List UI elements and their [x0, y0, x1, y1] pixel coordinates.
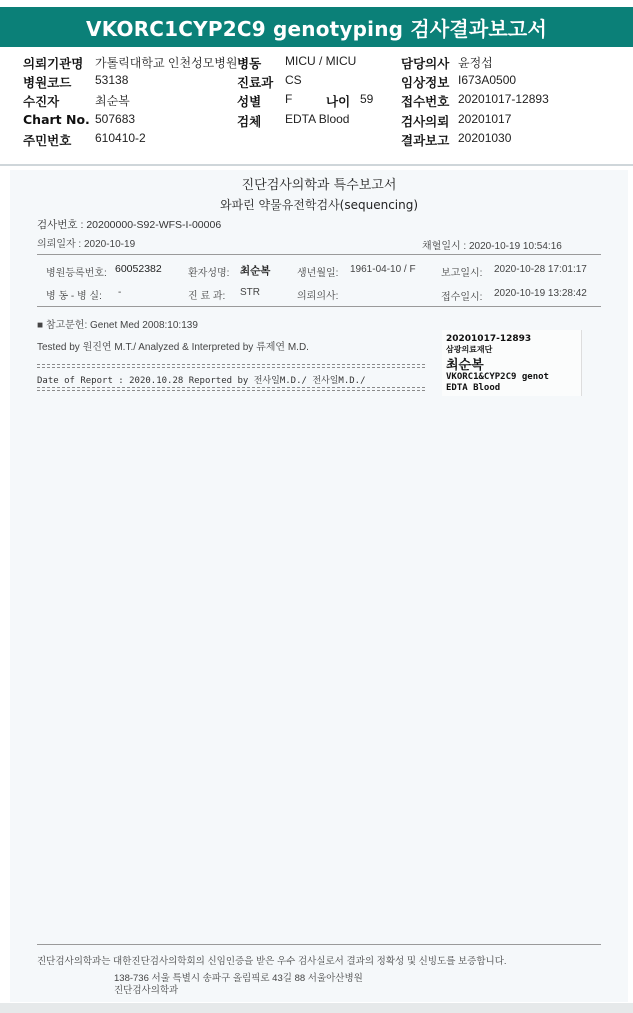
- resident-no-value: 610410-2: [95, 131, 146, 145]
- info-row-1: [0, 54, 633, 73]
- table-bottom-line: [37, 306, 601, 307]
- reference: ■ 참고문헌: Genet Med 2008:10:139: [37, 320, 198, 331]
- info-row-5: [0, 131, 633, 150]
- footer-dept: 진단검사의학과: [114, 985, 179, 996]
- result-label: 결과보고: [401, 133, 450, 148]
- table-top-line: [37, 254, 601, 255]
- receipt-no-label: 접수번호: [401, 94, 450, 109]
- tested-by: Tested by 원진연 M.T./ Analyzed & Interpreted by 류제연 M.D.: [37, 342, 309, 353]
- clinical-info-label: 임상정보: [401, 75, 450, 90]
- dashed-line-4: [37, 390, 425, 391]
- hospital-label: 의뢰기관명: [23, 56, 84, 71]
- receipt-date-value: 2020-10-19 13:28:42: [494, 288, 587, 299]
- dept-label: 진료과: [237, 75, 274, 90]
- doctor-value: 윤정섭: [458, 56, 493, 70]
- sticker-receipt-no: 20201017-12893: [446, 334, 532, 344]
- sticker-specimen: EDTA Blood: [446, 383, 501, 393]
- doc-dept-label: 진 료 과:: [188, 291, 226, 302]
- report-date-label: 보고일시:: [441, 268, 483, 279]
- reg-no-label: 병원등록번호:: [46, 268, 107, 279]
- header-divider: [0, 164, 633, 166]
- test-number: 검사번호 : 20200000-S92-WFS-I-00006: [37, 219, 222, 231]
- report-title: VKORC1CYP2C9 genotyping 검사결과보고서: [0, 7, 633, 47]
- footer-line: [37, 944, 601, 945]
- hospital-code-value: 53138: [95, 73, 129, 87]
- age-value: 59: [360, 92, 374, 106]
- hospital-value: 가톨릭대학교 인천성모병원: [95, 56, 238, 70]
- ward-label: 병동: [237, 56, 262, 71]
- date-of-report: Date of Report : 2020.10.28 Reported by 전사일M.D./ 전사일M.D./: [37, 376, 366, 386]
- birth-value: 1961-04-10 / F: [350, 264, 416, 275]
- info-row-3: [0, 92, 633, 111]
- result-value: 20201030: [458, 131, 512, 145]
- info-row-4: [0, 112, 633, 131]
- doc-dept-value: STR: [240, 287, 260, 298]
- bottom-strip: [0, 1003, 633, 1013]
- specimen-label: 검체: [237, 114, 262, 129]
- sticker-test: VKORC1&CYP2C9 genot: [446, 372, 549, 382]
- request-date: 의뢰일자 : 2020-10-19: [37, 239, 136, 250]
- dashed-line-3: [37, 387, 425, 388]
- sex-value: F: [285, 92, 293, 106]
- specimen-value: EDTA Blood: [285, 112, 350, 126]
- patient-name-value: 최순복: [240, 265, 271, 277]
- patient-label: 수진자: [23, 94, 60, 109]
- patient-value: 최순복: [95, 94, 130, 108]
- patient-info-header: [0, 52, 633, 162]
- hospital-code-label: 병원코드: [23, 75, 72, 90]
- age-label: 나이: [326, 94, 351, 109]
- chart-no-label: Chart No.: [23, 112, 90, 127]
- ward-bed-label: 병 동 - 병 실:: [46, 291, 102, 302]
- dashed-line-2: [37, 367, 425, 368]
- receipt-no-value: 20201017-12893: [458, 92, 549, 106]
- info-row-2: [0, 73, 633, 92]
- sticker-foundation: 삼광의료재단: [446, 345, 493, 354]
- requesting-doctor-label: 의뢰의사:: [297, 291, 339, 302]
- ward-bed-value: -: [118, 287, 122, 298]
- doctor-label: 담당의사: [401, 56, 450, 71]
- report-document: [10, 170, 628, 1002]
- collection-date: 채혈일시 : 2020-10-19 10:54:16: [422, 241, 562, 252]
- footer-note: 진단검사의학과는 대한진단검사의학회의 신임인증을 받은 우수 검사실로서 결과의 정확성 및 신빙도를 보증합니다.: [37, 956, 507, 967]
- dept-value: CS: [285, 73, 302, 87]
- resident-no-label: 주민번호: [23, 133, 72, 148]
- birth-label: 생년월일:: [297, 268, 339, 279]
- lab-name-heading: 진단검사의학과 특수보고서: [241, 178, 397, 193]
- dashed-line-1: [37, 364, 425, 365]
- chart-no-value: 507683: [95, 112, 136, 126]
- report-date-value: 2020-10-28 17:01:17: [494, 264, 587, 275]
- request-label: 검사의뢰: [401, 114, 450, 129]
- specimen-label-sticker: [442, 330, 582, 396]
- sticker-patient: 최순복: [446, 358, 484, 373]
- reg-no-value: 60052382: [115, 263, 162, 275]
- request-value: 20201017: [458, 112, 512, 126]
- ward-value: MICU / MICU: [285, 54, 357, 68]
- receipt-date-label: 접수일시:: [441, 292, 483, 303]
- patient-name-label: 환자성명:: [188, 268, 230, 279]
- clinical-info-value: I673A0500: [458, 73, 517, 87]
- test-name-heading: 와파린 약물유전학검사(sequencing): [219, 198, 419, 212]
- sex-label: 성별: [237, 94, 262, 109]
- footer-address: 138-736 서울 특별시 송파구 올림픽로 43길 88 서울아산병원: [114, 973, 363, 984]
